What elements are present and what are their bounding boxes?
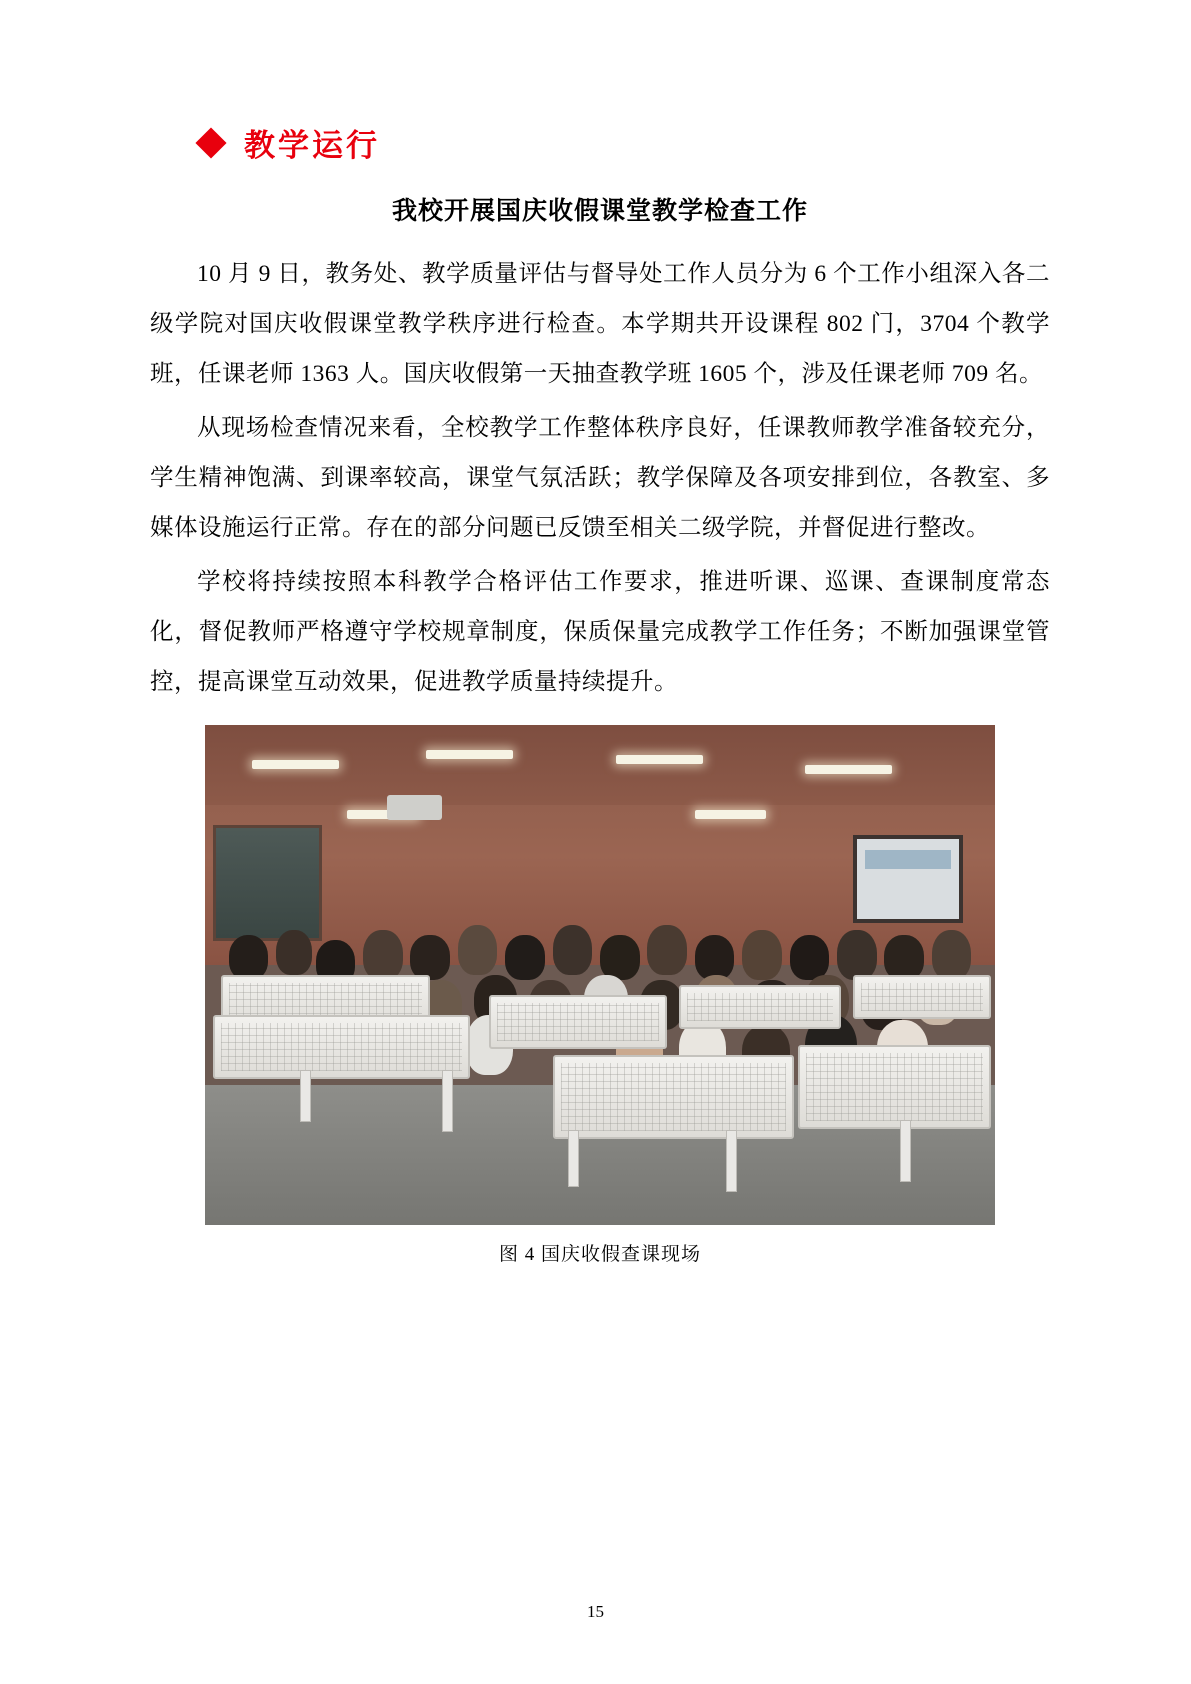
photo-display-screen	[853, 835, 964, 923]
ceiling-light-icon	[252, 760, 339, 769]
ceiling-light-icon	[616, 755, 703, 764]
page-content	[150, 120, 1050, 1266]
seat-row	[553, 1055, 794, 1139]
classroom-photo	[205, 725, 995, 1225]
seat-row	[679, 985, 841, 1029]
section-heading	[200, 120, 1050, 165]
ceiling-light-icon	[805, 765, 892, 774]
seat-leg	[300, 1070, 311, 1122]
figure	[150, 725, 1050, 1266]
article-paragraph-3: 学校将持续按照本科教学合格评估工作要求，推进听课、巡课、查课制度常态化，督促教师严格遵守学校规章制度，保质保量完成教学工作任务；不断加强课堂管控，提高课堂互动效果，促进教学质量持续提升。	[150, 569, 1050, 695]
seat-row	[213, 1015, 470, 1079]
projector-icon	[387, 795, 442, 820]
figure-caption: 图 4 国庆收假查课现场	[498, 1244, 701, 1265]
seat-leg	[726, 1130, 737, 1192]
red-diamond-bullet-icon	[195, 127, 226, 158]
article-paragraph-1: 10 月 9 日，教务处、教学质量评估与督导处工作人员分为 6 个工作小组深入各二级学院对国庆收假课堂教学秩序进行检查。本学期共开设课程 802 门，3704 个教学班，任课老师 1363 人。国庆收假第一天抽查教学班 1605 个，涉及任课老师 709 名。	[150, 261, 1050, 387]
ceiling-light-icon	[695, 810, 766, 819]
photo-window	[213, 825, 322, 941]
ceiling-light-icon	[426, 750, 513, 759]
seat-leg	[900, 1120, 911, 1182]
article-title: 我校开展国庆收假课堂教学检查工作	[391, 198, 808, 225]
page-number: 15	[587, 1602, 604, 1621]
seat-row	[798, 1045, 992, 1129]
seat-row	[853, 975, 991, 1019]
section-title: 教学运行	[244, 128, 380, 163]
seat-row	[489, 995, 667, 1049]
article-paragraph-2: 从现场检查情况来看，全校教学工作整体秩序良好，任课教师教学准备较充分，学生精神饱满、到课率较高，课堂气氛活跃；教学保障及各项安排到位，各教室、多媒体设施运行正常。存在的部分问题已反馈至相关二级学院，并督促进行整改。	[150, 415, 1050, 541]
seat-leg	[568, 1130, 579, 1187]
seat-leg	[442, 1070, 453, 1132]
